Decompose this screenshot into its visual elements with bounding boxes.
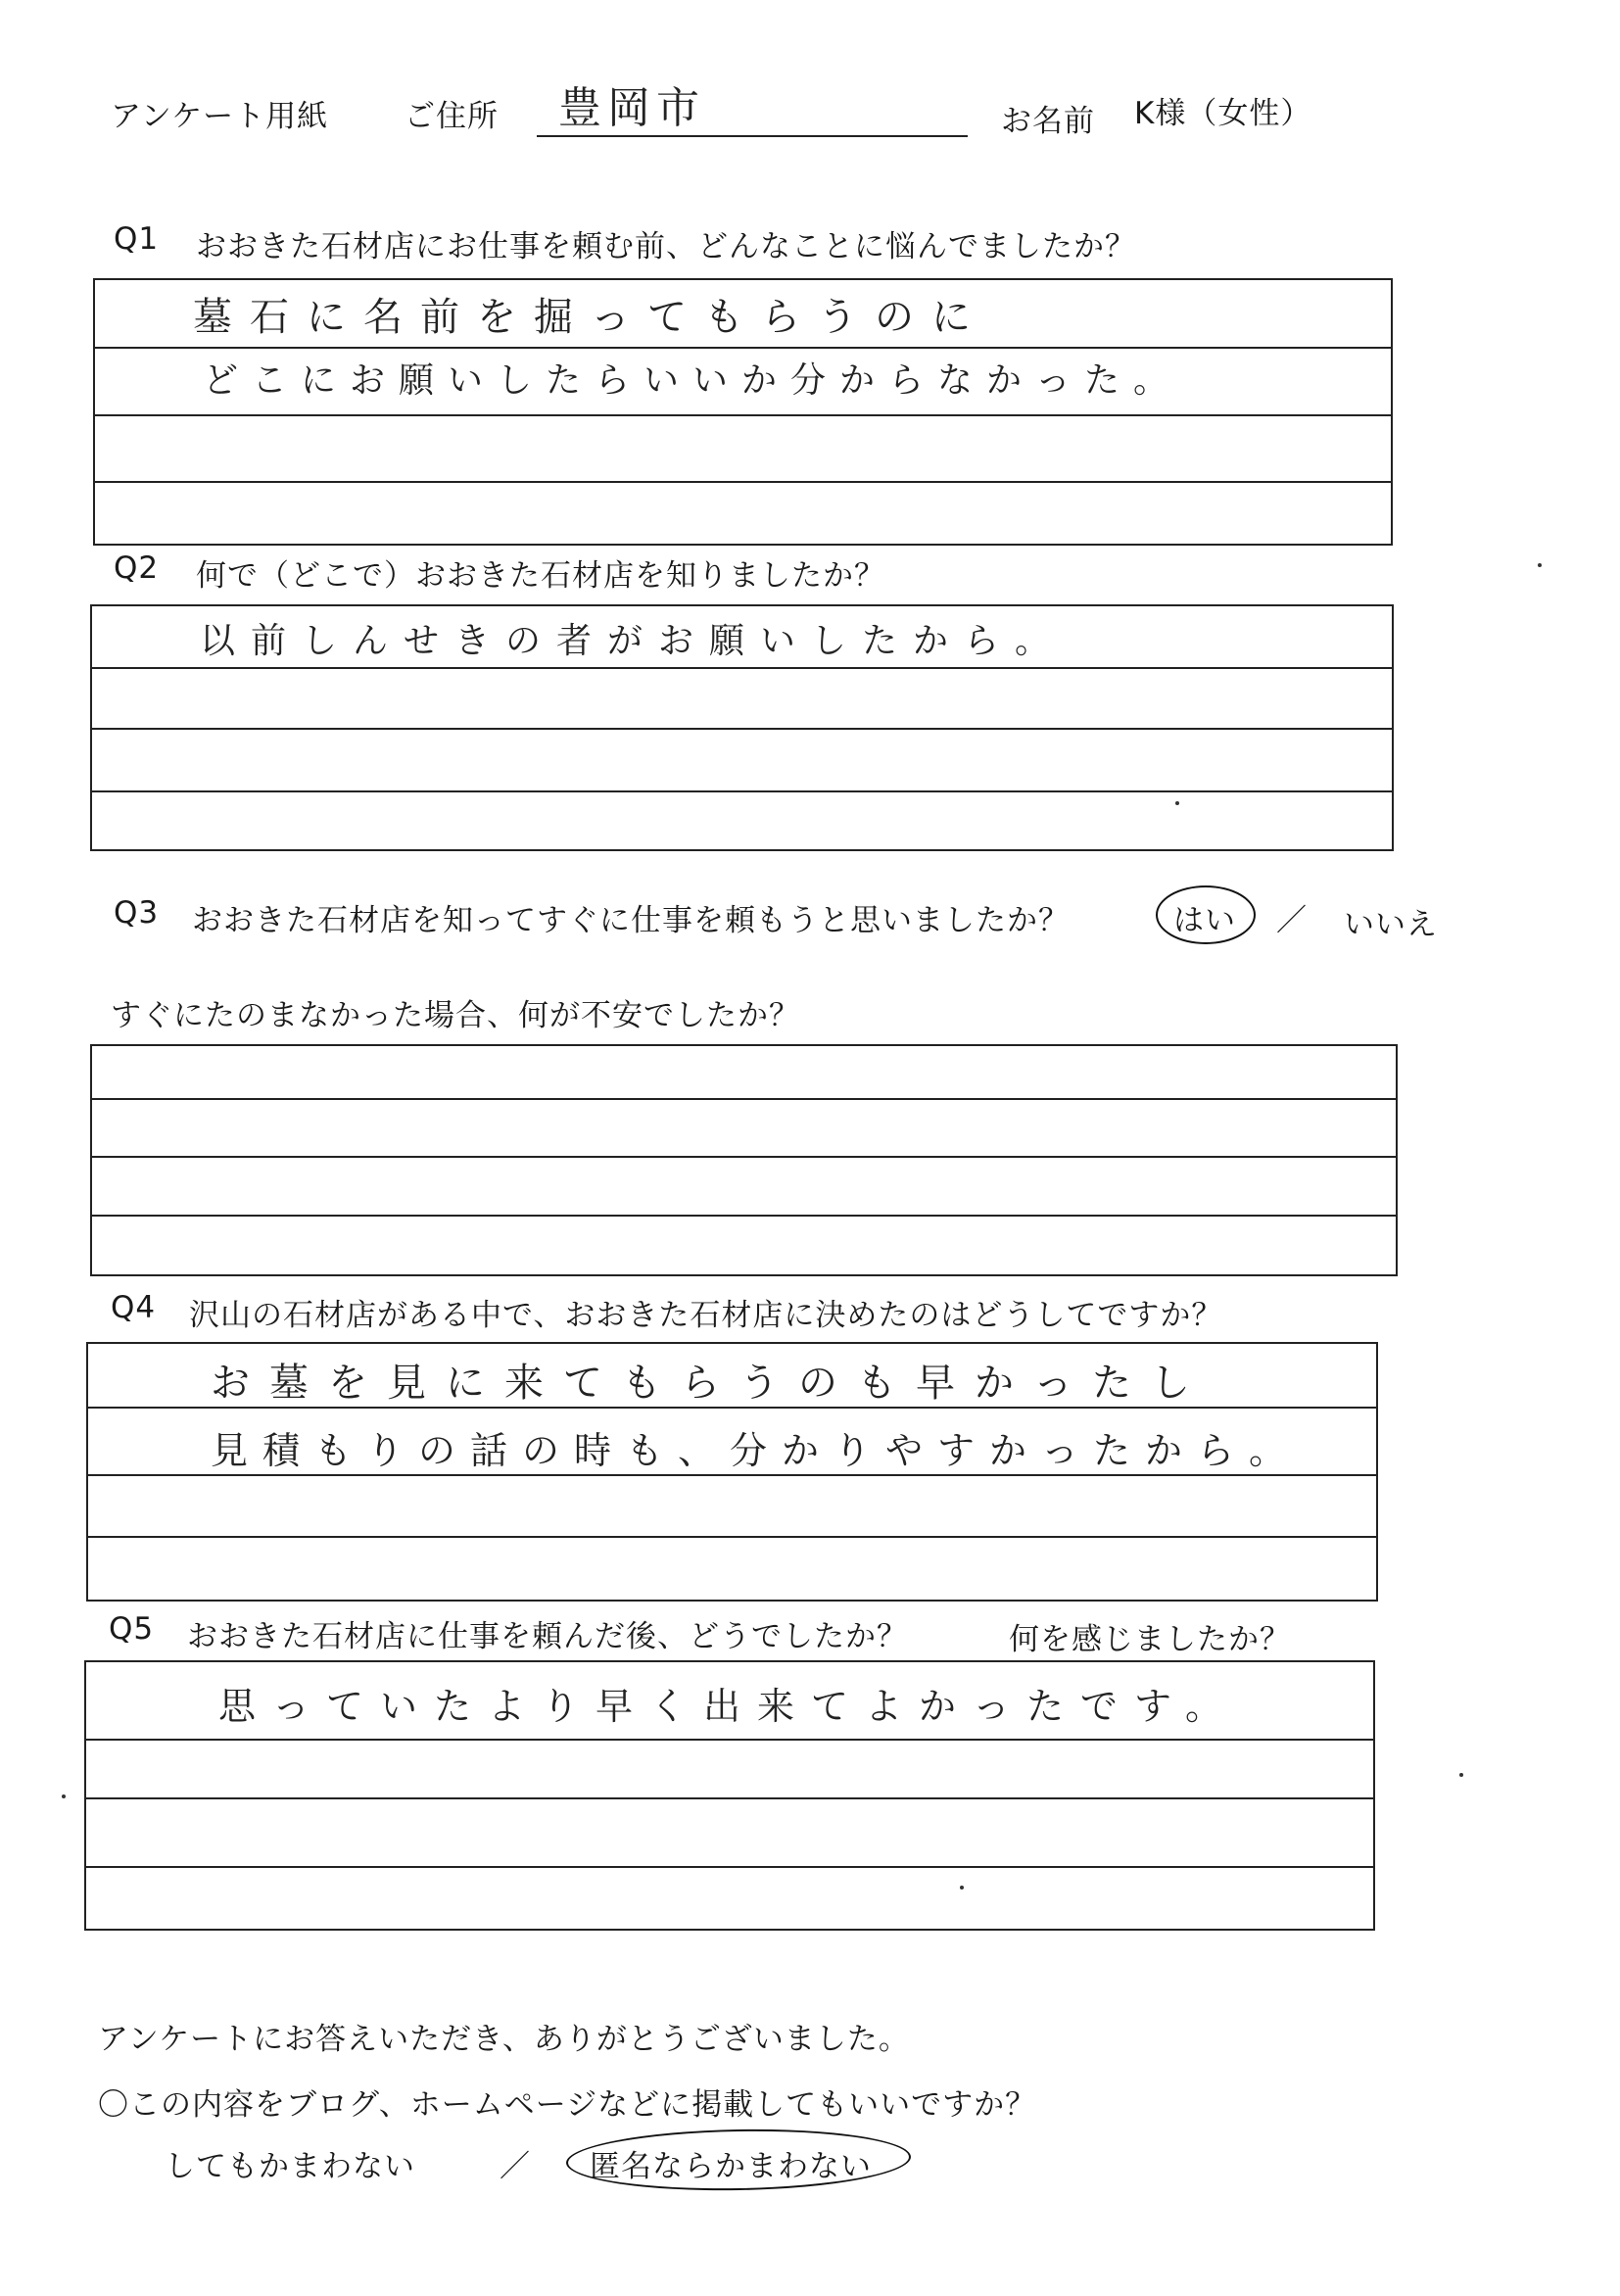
form-title: アンケート用紙 xyxy=(111,99,329,134)
address-label: ご住所 xyxy=(405,99,499,134)
q3-yes-option[interactable]: はい xyxy=(1173,903,1236,938)
q1-answer-line2: どこにお願いしたらいいか分からなかった。 xyxy=(203,360,1183,401)
q4-label: Q4 xyxy=(111,1290,157,1325)
q3-separator: ／ xyxy=(1276,903,1308,938)
publish-option-anonymous[interactable]: 匿名ならかまわない xyxy=(590,2149,872,2184)
q3-no-option[interactable]: いいえ xyxy=(1344,907,1438,942)
q3-label: Q3 xyxy=(114,895,160,931)
q3-question: おおきた石材店を知ってすぐに仕事を頼もうと思いましたか？ xyxy=(192,903,1070,938)
q4-answer-line1: お墓を見に来てもらうのも早かったし xyxy=(211,1361,1210,1406)
q2-answer-line1: 以前しんせきの者がお願いしたから。 xyxy=(200,621,1067,661)
scan-speck xyxy=(1175,801,1179,805)
thanks-text: アンケートにお答えいただき、ありがとうございました。 xyxy=(98,2022,910,2057)
q3-followup-box xyxy=(90,1044,1398,1276)
q1-label: Q1 xyxy=(114,221,160,257)
name-label: お名前 xyxy=(1001,104,1095,139)
scan-speck xyxy=(1459,1773,1463,1777)
name-value: K様（女性） xyxy=(1134,96,1312,131)
address-underline xyxy=(537,135,968,137)
scan-speck xyxy=(960,1886,964,1889)
publish-option-ok[interactable]: してもかまわない xyxy=(165,2149,415,2184)
publish-question: 〇この内容をブログ、ホームページなどに掲載してもいいですか？ xyxy=(98,2087,1037,2123)
q5-answer-line1: 思っていたより早く出来てよかったです。 xyxy=(218,1685,1239,1728)
q4-question: 沢山の石材店がある中で、おおきた石材店に決めたのはどうしてですか？ xyxy=(189,1298,1223,1333)
publish-separator: ／ xyxy=(500,2149,531,2184)
q2-question: 何で（どこで）おおきた石材店を知りましたか？ xyxy=(196,558,885,594)
q4-answer-line2: 見積もりの話の時も、分かりやすかったから。 xyxy=(211,1429,1302,1472)
q5-answer-box xyxy=(84,1660,1375,1931)
q4-answer-box xyxy=(86,1342,1378,1602)
q2-label: Q2 xyxy=(114,550,160,586)
q1-question: おおきた石材店にお仕事を頼む前、どんなことに悩んでましたか？ xyxy=(196,229,1136,264)
q5-question: おおきた石材店に仕事を頼んだ後、どうでしたか？ xyxy=(187,1619,908,1654)
q1-answer-line1: 墓石に名前を掘ってもらうのに xyxy=(193,295,988,340)
q5-label: Q5 xyxy=(109,1611,155,1647)
address-value: 豊岡市 xyxy=(558,83,705,133)
q2-answer-box xyxy=(90,604,1394,851)
q1-answer-box xyxy=(93,278,1393,546)
q5-question2: 何を感じましたか？ xyxy=(1009,1622,1291,1657)
scan-speck xyxy=(1538,563,1542,567)
scan-speck xyxy=(62,1794,66,1798)
q3-followup-question: すぐにたのまなかった場合、何が不安でしたか？ xyxy=(111,998,800,1033)
